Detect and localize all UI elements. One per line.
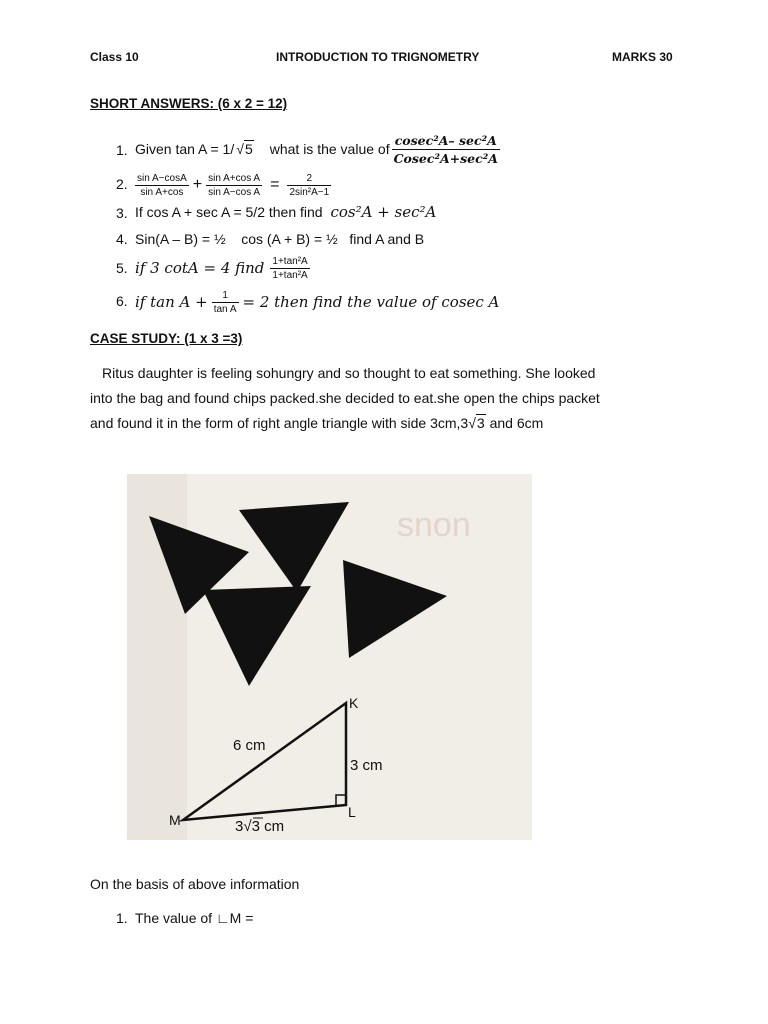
case-study-heading: CASE STUDY: (1 x 3 =3) [90,331,243,346]
short-answers-heading: SHORT ANSWERS: (6 x 2 = 12) [90,96,288,111]
chips-triangle-figure [127,474,532,840]
case-study-line-3-root: 3 [476,415,485,431]
q1-denominator: Cosec²A+sec²A [393,150,498,166]
q6-text [135,284,499,320]
class-label: Class 10 [90,50,139,64]
q1-lead: Given tan A = 1/ [135,141,235,157]
q1-mid: what is the value of [269,141,390,157]
sub-question-text: The value of ∟M = [135,910,254,926]
q1-numerator: cosec²A– sec²A [392,133,500,150]
q2-number: 2. [116,176,128,192]
hypotenuse-label: 6 cm [233,737,266,754]
q3-expression: cos²A + sec²A [330,203,437,221]
q6-numerator: 1 [212,290,239,303]
q3-text [135,203,436,221]
case-study-line-2: into the bag and found chips packed.she decided to eat.she open the chips packet [90,390,600,406]
vertex-k-label: K [349,695,359,711]
q2-equals: = [270,176,280,193]
vertex-l-label: L [348,804,356,820]
q2-f3-num: 2 [287,173,331,186]
q5-fraction [270,256,309,281]
q2-fraction-3 [287,173,331,198]
base-ml-root: 3 [251,818,260,835]
q6-lead: if tan A + [135,293,208,311]
figure-background-text: snon [397,506,471,544]
q1-root: 5 [244,141,253,157]
q2-fraction-2 [206,173,262,198]
q5-expression: if 3 cotA = 4 find [135,259,265,277]
base-ml-label: 3√3 cm [235,818,285,835]
q2-fraction-1 [135,173,189,198]
basis-text: On the basis of above information [90,876,300,892]
case-study-line-3: and found it in the form of right angle triangle with side 3cm,3√3 and 6cm [90,415,544,431]
q3-lead: If cos A + sec A = 5/2 then find [135,204,323,220]
marks-label: MARKS 30 [612,50,673,64]
base-ml-unit: cm [259,818,285,835]
q5-numerator: 1+tan²A [272,255,308,267]
q1-fraction [392,133,500,166]
q4-number: 4. [116,231,128,247]
sub-question-number: 1. [116,910,128,926]
q2-f2-num: sin A+cos A [208,172,261,184]
q6-number: 6. [116,293,128,309]
case-study-line-1: Ritus daughter is feeling sohungry and so thought to eat something. She looked [102,365,596,381]
side-kl-label: 3 cm [350,757,383,774]
q5-number: 5. [116,260,128,276]
case-study-line-3-post: and 6cm [485,415,544,431]
figure-drawing [127,474,532,840]
q3-number: 3. [116,205,128,221]
q2-f3-den: 2sin²A−1 [289,186,330,198]
q5-text [135,250,312,286]
q2-f2-den: sin A−cos A [208,186,261,198]
q2-f1-num: sin A−cosA [137,172,187,184]
q6-tail: = 2 then find the value of cosec A [242,293,500,311]
q5-denominator: 1+tan²A [272,269,308,281]
q6-denominator: tan A [213,303,237,315]
case-study-line-3-pre: and found it in the form of right angle triangle with side 3cm,3 [90,415,469,431]
q2-f1-den: sin A+cos [140,186,184,198]
q1-number: 1. [116,142,128,158]
vertex-m-label: M [169,812,181,828]
q2-plus: + [192,176,203,193]
q2-text [133,167,333,203]
q6-fraction [212,290,239,315]
page-title: INTRODUCTION TO TRIGNOMETRY [276,50,480,64]
q1-text: Given tan A = 1/ √5 what is the value of $\frac{\text{cosec²A– sec²A}}{\text{Cosec²A+sec²A}}$ [135,132,498,166]
q4-text: Sin(A – B) = ½ cos (A + B) = ½ find A and B [135,231,425,247]
base-ml-coefficient: 3 [235,818,244,835]
